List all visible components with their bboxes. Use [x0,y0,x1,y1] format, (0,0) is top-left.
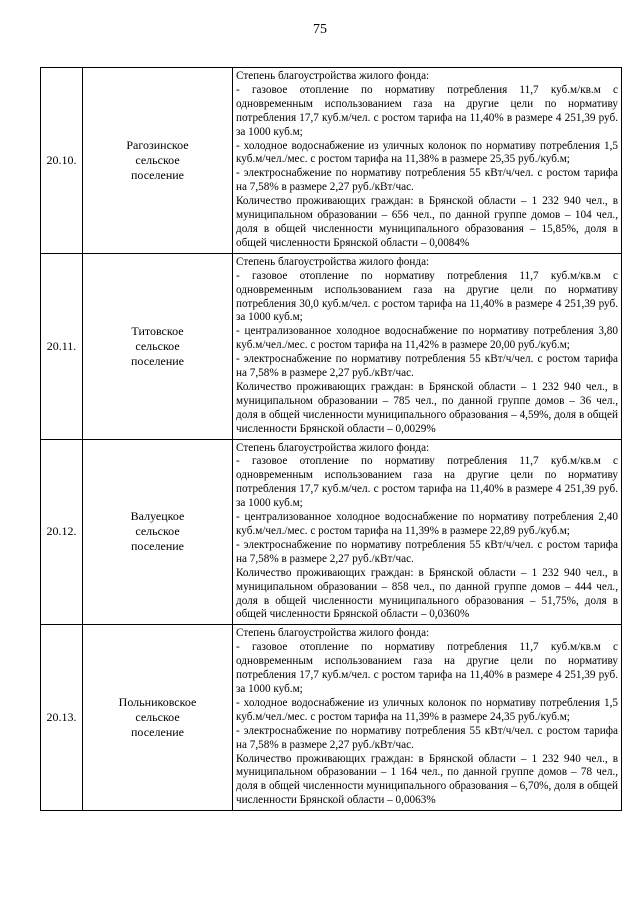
paragraph: Степень благоустройства жилого фонда: [236,627,430,640]
paragraph: Степень благоустройства жилого фонда: [236,255,430,268]
row-description [233,68,622,254]
paragraph: Количество проживающих граждан: в Брянской области – 1 232 940 чел., в муниципальном образовании – 858 чел., по данной группе домов – 444 чел., доля в общей численности муниципального образования – 51,75%, доля в общей численности Брянской области – 0,0360% [236,566,618,621]
paragraph: - централизованное холодное водоснабжение по нормативу потребления 3,80 куб.м/чел./мес. с ростом тарифа на 11,42% в размере 20,00 руб./куб.м; [236,325,618,352]
paragraph: Количество проживающих граждан: в Брянской области – 1 232 940 чел., в муниципальном образовании – 785 чел., по данной группе домов – 36 чел., доля в общей численности муниципального образования – 4,59%, доля в общей численности Брянской области – 0,0029% [236,380,618,435]
table-row [41,625,622,811]
row-number: 20.10. [41,68,83,254]
paragraph: - централизованное холодное водоснабжение по нормативу потребления 2,40 куб.м/чел./мес. с ростом тарифа на 11,39% в размере 22,89 руб./куб.м; [236,511,618,537]
table-row [41,68,622,254]
paragraph: Степень благоустройства жилого фонда: [236,441,430,454]
settlement-name: Рагозинское сельское поселение [83,68,233,254]
municipality-table [40,67,622,811]
settlement-name: Валуецкое сельское поселение [83,439,233,625]
row-description [233,625,622,811]
row-description [233,439,622,625]
paragraph: Количество проживающих граждан: в Брянской области – 1 232 940 чел., в муниципальном образовании – 656 чел., по данной группе домов – 104 чел., доля в общей численности муниципального образования – 15,85%, доля в общей численности Брянской области – 0,0084% [236,195,618,249]
paragraph: - электроснабжение по нормативу потребления 55 кВт/ч/чел. с ростом тарифа на 7,58% в размере 2,27 руб./кВт/час. [236,353,618,380]
row-number: 20.13. [41,625,83,811]
page-number: 75 [313,22,327,37]
paragraph: - электроснабжение по нормативу потребления 55 кВт/ч/чел. с ростом тарифа на 7,58% в размере 2,27 руб./кВт/час. [236,724,618,751]
paragraph: Количество проживающих граждан: в Брянской области – 1 232 940 чел., в муниципальном образовании – 1 164 чел., по данной группе домов – 78 чел., доля в общей численности муниципального образования – 6,70%, доля в общей численности Брянской области – 0,0063% [236,752,618,807]
paragraph: - холодное водоснабжение из уличных колонок по нормативу потребления 1,5 куб.м/чел./мес. с ростом тарифа на 11,39% в размере 24,35 руб./куб.м; [236,696,618,723]
row-description [233,253,622,439]
paragraph: - газовое отопление по нормативу потребления 11,7 куб.м/кв.м с одновременным использованием газа на другие цели по нормативу потребления 17,7 куб.м/чел. с ростом тарифа на 11,40% в размере 4 251,39 руб. за 1000 куб.м; [236,641,618,695]
table-row [41,439,622,625]
paragraph: - газовое отопление по нормативу потребления 11,7 куб.м/кв.м с одновременным использованием газа на другие цели по нормативу потребления 17,7 куб.м/чел. с ростом тарифа на 11,40% в размере 4 251,39 руб. за 1000 куб.м; [236,455,618,510]
paragraph: - электроснабжение по нормативу потребления 55 кВт/ч/чел. с ростом тарифа на 7,58% в размере 2,27 руб./кВт/час. [236,538,618,565]
paragraph: - газовое отопление по нормативу потребления 11,7 куб.м/кв.м с одновременным использованием газа на другие цели по нормативу потребления 30,0 куб.м/чел. с ростом тарифа на 11,40% в размере 4 251,39 руб. за 1000 куб.м; [236,269,618,324]
paragraph: - газовое отопление по нормативу потребления 11,7 куб.м/кв.м с одновременным использованием газа на другие цели по нормативу потребления 17,7 куб.м/чел. с ростом тарифа на 11,40% в размере 4 251,39 руб. за 1000 куб.м; [236,83,618,138]
paragraph: - электроснабжение по нормативу потребления 55 кВт/ч/чел. с ростом тарифа на 7,58% в размере 2,27 руб./кВт/час. [236,167,618,194]
row-number: 20.12. [41,439,83,625]
table-row [41,253,622,439]
row-number: 20.11. [41,253,83,439]
paragraph: - холодное водоснабжение из уличных колонок по нормативу потребления 1,5 куб.м/чел./мес. с ростом тарифа на 11,38% в размере 25,35 руб./куб.м; [236,139,618,166]
settlement-name: Польниковское сельское поселение [83,625,233,811]
settlement-name: Титовское сельское поселение [83,253,233,439]
paragraph: Степень благоустройства жилого фонда: [236,70,430,82]
